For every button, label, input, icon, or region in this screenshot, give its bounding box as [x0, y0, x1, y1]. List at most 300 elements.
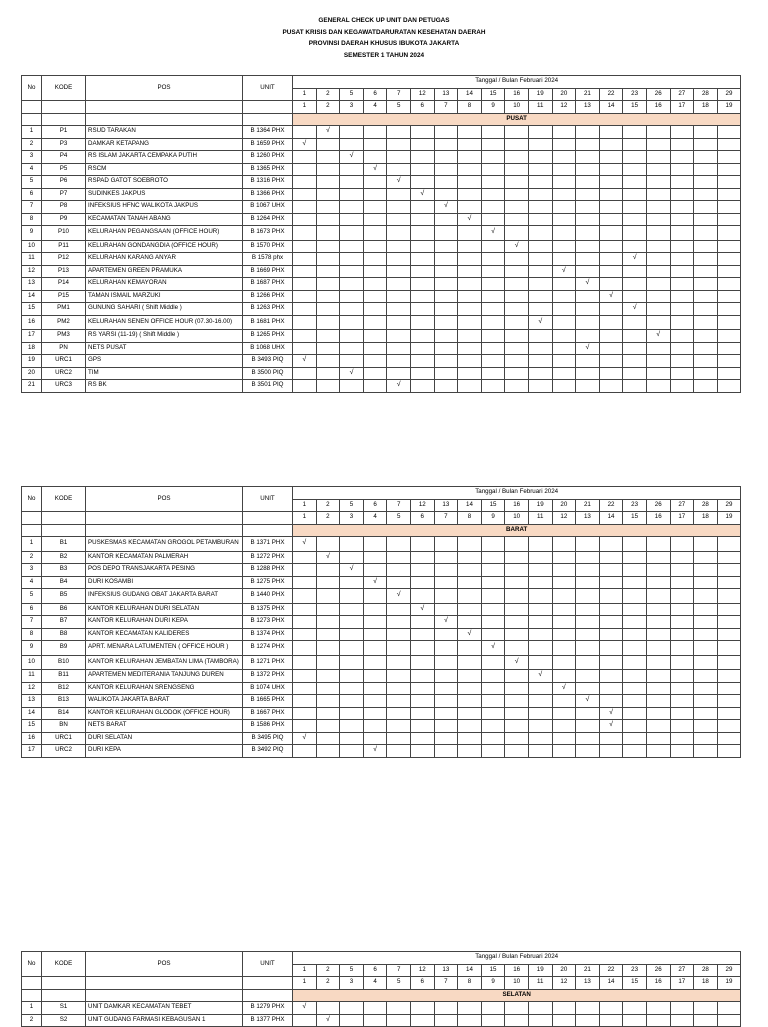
- checkmark-icon: √: [656, 331, 661, 339]
- date-cell: 23: [623, 964, 647, 977]
- date-check-cell: [340, 589, 364, 604]
- date-check-cell: [670, 641, 694, 656]
- date-check-cell: [528, 745, 552, 758]
- date-cell: 14: [458, 88, 482, 101]
- row-pos: DURI SELATAN: [86, 732, 243, 745]
- date-check-cell: [646, 551, 670, 564]
- row-no: 14: [22, 290, 42, 303]
- date-check-cell: [623, 707, 647, 720]
- row-unit: B 3500 PIQ: [243, 367, 293, 380]
- date-check-cell: [316, 290, 340, 303]
- sequence-cell: 4: [363, 977, 387, 990]
- date-check-cell: [694, 278, 718, 291]
- row-kode: P4: [42, 151, 86, 164]
- row-unit: B 1288 PHX: [243, 564, 293, 577]
- date-check-cell: [505, 1014, 529, 1027]
- row-kode: S2: [42, 1014, 86, 1027]
- empty-cell: [86, 101, 243, 114]
- row-pos: KANTOR KECAMATAN KALIDERES: [86, 628, 243, 641]
- date-check-cell: [670, 151, 694, 164]
- date-check-cell: [293, 265, 317, 278]
- date-check-cell: [293, 240, 317, 253]
- date-cell: 29: [717, 88, 741, 101]
- sequence-cell: 17: [670, 101, 694, 114]
- date-check-cell: [576, 655, 600, 670]
- date-check-cell: [599, 213, 623, 226]
- row-kode: B6: [42, 603, 86, 616]
- date-check-cell: [599, 589, 623, 604]
- date-check-cell: [528, 213, 552, 226]
- table-row: [22, 138, 741, 151]
- date-check-cell: [410, 290, 434, 303]
- date-check-cell: [387, 176, 411, 189]
- date-check-cell: [293, 1002, 317, 1015]
- date-check-cell: [340, 303, 364, 316]
- table-row: [22, 151, 741, 164]
- date-check-cell: [363, 303, 387, 316]
- row-pos: KANTOR KELURAHAN JEMBATAN LIMA (TAMBORA): [86, 655, 243, 670]
- table-row: [22, 732, 741, 745]
- date-check-cell: [505, 537, 529, 552]
- row-kode: P1: [42, 126, 86, 139]
- date-check-cell: [481, 745, 505, 758]
- date-check-cell: [528, 201, 552, 214]
- date-check-cell: [552, 589, 576, 604]
- date-check-cell: [552, 330, 576, 343]
- sequence-cell: 15: [623, 101, 647, 114]
- row-pos: GUNUNG SAHARI ( Shift Middle ): [86, 303, 243, 316]
- date-check-cell: [340, 537, 364, 552]
- checkmark-icon: √: [632, 254, 637, 262]
- date-check-cell: [576, 163, 600, 176]
- date-check-cell: [434, 380, 458, 393]
- checkmark-icon: √: [373, 577, 377, 585]
- date-check-cell: [293, 151, 317, 164]
- date-check-cell: [387, 682, 411, 695]
- row-kode: BN: [42, 720, 86, 733]
- empty-cell: [42, 101, 86, 114]
- date-check-cell: [410, 188, 434, 201]
- date-check-cell: [434, 315, 458, 330]
- empty-cell: [22, 113, 42, 126]
- date-check-cell: [694, 226, 718, 241]
- row-kode: P10: [42, 226, 86, 241]
- date-check-cell: [340, 616, 364, 629]
- date-check-cell: [293, 315, 317, 330]
- date-check-cell: [599, 732, 623, 745]
- date-check-cell: [458, 240, 482, 253]
- date-check-cell: [670, 201, 694, 214]
- date-check-cell: [528, 576, 552, 589]
- date-check-cell: [340, 732, 364, 745]
- date-check-cell: [694, 201, 718, 214]
- date-check-cell: [552, 695, 576, 708]
- date-check-cell: [340, 576, 364, 589]
- date-check-cell: [505, 367, 529, 380]
- date-check-cell: [599, 603, 623, 616]
- row-unit: B 3492 PIQ: [243, 745, 293, 758]
- date-check-cell: [552, 603, 576, 616]
- date-check-cell: [340, 682, 364, 695]
- col-header-tanggal: Tanggal / Bulan Februari 2024: [293, 952, 741, 965]
- date-check-cell: [387, 576, 411, 589]
- row-unit: B 1279 PHX: [243, 1002, 293, 1015]
- date-check-cell: [340, 564, 364, 577]
- date-check-cell: [316, 695, 340, 708]
- date-check-cell: [505, 290, 529, 303]
- date-check-cell: [434, 342, 458, 355]
- date-check-cell: [717, 163, 741, 176]
- date-check-cell: [576, 537, 600, 552]
- sequence-cell: 13: [576, 512, 600, 525]
- row-kode: B1: [42, 537, 86, 552]
- date-check-cell: [552, 253, 576, 266]
- row-no: 17: [22, 330, 42, 343]
- date-check-cell: [623, 682, 647, 695]
- date-check-cell: [363, 151, 387, 164]
- row-unit: B 1586 PHX: [243, 720, 293, 733]
- date-check-cell: [670, 126, 694, 139]
- date-check-cell: [528, 303, 552, 316]
- date-check-cell: [410, 342, 434, 355]
- date-check-cell: [387, 303, 411, 316]
- date-check-cell: [599, 253, 623, 266]
- date-cell: 1: [293, 499, 317, 512]
- date-cell: 21: [576, 964, 600, 977]
- date-check-cell: [293, 201, 317, 214]
- row-pos: RSPAD GATOT SOEBROTO: [86, 176, 243, 189]
- date-check-cell: [505, 707, 529, 720]
- row-pos: NETS PUSAT: [86, 342, 243, 355]
- date-cell: 19: [528, 964, 552, 977]
- date-check-cell: [481, 628, 505, 641]
- table-row: [22, 682, 741, 695]
- date-check-cell: [599, 226, 623, 241]
- empty-cell: [243, 113, 293, 126]
- empty-cell: [42, 524, 86, 537]
- date-check-cell: [340, 641, 364, 656]
- date-check-cell: [694, 720, 718, 733]
- row-pos: NETS BARAT: [86, 720, 243, 733]
- table-row: [22, 355, 741, 368]
- sequence-cell: 1: [293, 977, 317, 990]
- row-kode: URC1: [42, 355, 86, 368]
- sequence-cell: 12: [552, 977, 576, 990]
- row-unit: B 1365 PHX: [243, 163, 293, 176]
- date-check-cell: [387, 201, 411, 214]
- date-check-cell: [599, 355, 623, 368]
- sequence-cell: 19: [717, 512, 741, 525]
- date-check-cell: [293, 745, 317, 758]
- date-check-cell: [316, 707, 340, 720]
- row-kode: B7: [42, 616, 86, 629]
- date-check-cell: [694, 290, 718, 303]
- date-check-cell: [363, 138, 387, 151]
- date-check-cell: [717, 732, 741, 745]
- date-check-cell: [363, 576, 387, 589]
- date-check-cell: [646, 628, 670, 641]
- table-row: [22, 176, 741, 189]
- row-pos: APRT. MENARA LATUMENTEN ( OFFICE HOUR ): [86, 641, 243, 656]
- table-row: [22, 315, 741, 330]
- date-check-cell: [646, 745, 670, 758]
- date-check-cell: [528, 126, 552, 139]
- date-check-cell: [623, 265, 647, 278]
- empty-cell: [86, 977, 243, 990]
- date-check-cell: [316, 188, 340, 201]
- date-check-cell: [505, 682, 529, 695]
- date-check-cell: [340, 1014, 364, 1027]
- table-row: [22, 240, 741, 253]
- date-check-cell: [576, 589, 600, 604]
- checkmark-icon: √: [373, 746, 377, 754]
- date-check-cell: [694, 655, 718, 670]
- date-check-cell: [694, 380, 718, 393]
- date-cell: 2: [316, 499, 340, 512]
- sequence-cell: 4: [363, 101, 387, 114]
- date-check-cell: [293, 1014, 317, 1027]
- row-no: 13: [22, 278, 42, 291]
- table-row: [22, 603, 741, 616]
- date-check-cell: [434, 670, 458, 683]
- row-no: 6: [22, 603, 42, 616]
- date-check-cell: [363, 213, 387, 226]
- date-check-cell: [458, 380, 482, 393]
- date-check-cell: [481, 655, 505, 670]
- date-check-cell: [363, 240, 387, 253]
- sequence-cell: 18: [694, 101, 718, 114]
- date-check-cell: [717, 315, 741, 330]
- date-check-cell: [717, 628, 741, 641]
- date-check-cell: [410, 551, 434, 564]
- date-check-cell: [646, 641, 670, 656]
- date-check-cell: [387, 253, 411, 266]
- date-check-cell: [434, 163, 458, 176]
- date-check-cell: [293, 188, 317, 201]
- date-check-cell: [293, 682, 317, 695]
- date-check-cell: [717, 745, 741, 758]
- date-check-cell: [528, 655, 552, 670]
- date-check-cell: [576, 720, 600, 733]
- date-check-cell: [458, 616, 482, 629]
- date-check-cell: [434, 537, 458, 552]
- date-check-cell: [363, 682, 387, 695]
- sequence-cell: 7: [434, 977, 458, 990]
- date-check-cell: [505, 695, 529, 708]
- sequence-cell: 3: [340, 101, 364, 114]
- date-check-cell: [434, 551, 458, 564]
- date-cell: 12: [410, 499, 434, 512]
- table-row: [22, 745, 741, 758]
- date-check-cell: [623, 732, 647, 745]
- date-check-cell: [694, 745, 718, 758]
- sequence-cell: 17: [670, 512, 694, 525]
- date-check-cell: [481, 576, 505, 589]
- date-check-cell: [316, 151, 340, 164]
- date-check-cell: [505, 151, 529, 164]
- sequence-cell: 6: [410, 101, 434, 114]
- date-check-cell: [505, 201, 529, 214]
- sequence-cell: 5: [387, 101, 411, 114]
- date-check-cell: [458, 253, 482, 266]
- date-check-cell: [293, 380, 317, 393]
- date-check-cell: [387, 720, 411, 733]
- row-kode: URC1: [42, 732, 86, 745]
- date-check-cell: [410, 278, 434, 291]
- date-cell: 6: [363, 88, 387, 101]
- date-check-cell: [410, 537, 434, 552]
- row-pos: UNIT GUDANG FARMASI KEBAGUSAN 1: [86, 1014, 243, 1027]
- row-no: 14: [22, 707, 42, 720]
- date-cell: 26: [646, 499, 670, 512]
- table-row: [22, 576, 741, 589]
- date-check-cell: [293, 732, 317, 745]
- date-check-cell: [646, 253, 670, 266]
- date-check-cell: [481, 603, 505, 616]
- date-check-cell: [717, 278, 741, 291]
- sequence-cell: 15: [623, 977, 647, 990]
- date-check-cell: [717, 707, 741, 720]
- date-check-cell: [528, 290, 552, 303]
- date-check-cell: [694, 151, 718, 164]
- date-check-cell: [458, 707, 482, 720]
- date-check-cell: [434, 330, 458, 343]
- date-check-cell: [387, 265, 411, 278]
- date-check-cell: [576, 551, 600, 564]
- date-check-cell: [576, 367, 600, 380]
- table-row: [22, 278, 741, 291]
- date-check-cell: [576, 745, 600, 758]
- checkmark-icon: √: [538, 671, 543, 679]
- date-check-cell: [505, 265, 529, 278]
- date-check-cell: [670, 564, 694, 577]
- date-check-cell: [316, 641, 340, 656]
- row-kode: P5: [42, 163, 86, 176]
- date-cell: 20: [552, 88, 576, 101]
- date-check-cell: [458, 589, 482, 604]
- date-check-cell: [717, 1014, 741, 1027]
- date-check-cell: [387, 330, 411, 343]
- date-check-cell: [293, 670, 317, 683]
- col-header-kode: KODE: [42, 952, 86, 977]
- date-check-cell: [505, 628, 529, 641]
- col-header-tanggal: Tanggal / Bulan Februari 2024: [293, 487, 741, 500]
- date-check-cell: [528, 163, 552, 176]
- date-check-cell: [646, 330, 670, 343]
- date-check-cell: [410, 138, 434, 151]
- date-cell: 29: [717, 964, 741, 977]
- date-cell: 5: [340, 499, 364, 512]
- row-no: 18: [22, 342, 42, 355]
- date-check-cell: [694, 603, 718, 616]
- sequence-cell: 8: [458, 101, 482, 114]
- date-check-cell: [293, 163, 317, 176]
- date-check-cell: [363, 589, 387, 604]
- checkmark-icon: √: [609, 291, 613, 299]
- table-row: [22, 589, 741, 604]
- date-check-cell: [552, 201, 576, 214]
- date-check-cell: [552, 1014, 576, 1027]
- row-no: 3: [22, 564, 42, 577]
- date-check-cell: [717, 265, 741, 278]
- date-check-cell: [552, 265, 576, 278]
- date-check-cell: [293, 278, 317, 291]
- date-check-cell: [623, 655, 647, 670]
- table-row: [22, 616, 741, 629]
- date-check-cell: [458, 695, 482, 708]
- date-check-cell: [316, 537, 340, 552]
- date-check-cell: [434, 265, 458, 278]
- date-check-cell: [717, 330, 741, 343]
- date-check-cell: [694, 188, 718, 201]
- date-check-cell: [410, 226, 434, 241]
- date-check-cell: [576, 176, 600, 189]
- empty-cell: [42, 989, 86, 1002]
- date-check-cell: [528, 707, 552, 720]
- table-row: [22, 226, 741, 241]
- date-check-cell: [670, 745, 694, 758]
- date-check-cell: [458, 201, 482, 214]
- row-unit: B 1266 PHX: [243, 290, 293, 303]
- row-unit: B 1263 PHX: [243, 303, 293, 316]
- date-check-cell: [293, 355, 317, 368]
- date-check-cell: [316, 1002, 340, 1015]
- row-pos: KANTOR KELURAHAN SRENGSENG: [86, 682, 243, 695]
- date-cell: 20: [552, 499, 576, 512]
- checkmark-icon: √: [302, 139, 307, 147]
- date-check-cell: [528, 315, 552, 330]
- date-check-cell: [387, 628, 411, 641]
- checkmark-icon: √: [443, 202, 448, 210]
- table-row: [22, 253, 741, 266]
- date-check-cell: [316, 367, 340, 380]
- row-pos: TAMAN ISMAIL MARZUKI: [86, 290, 243, 303]
- date-cell: 5: [340, 964, 364, 977]
- date-check-cell: [623, 564, 647, 577]
- date-check-cell: [717, 589, 741, 604]
- date-check-cell: [410, 641, 434, 656]
- date-cell: 6: [363, 499, 387, 512]
- date-check-cell: [670, 670, 694, 683]
- row-pos: KELURAHAN PEGANGSAAN (OFFICE HOUR): [86, 226, 243, 241]
- date-check-cell: [623, 315, 647, 330]
- col-header-unit: UNIT: [243, 76, 293, 101]
- date-check-cell: [599, 201, 623, 214]
- date-check-cell: [646, 732, 670, 745]
- date-cell: 20: [552, 964, 576, 977]
- date-check-cell: [528, 682, 552, 695]
- date-check-cell: [316, 670, 340, 683]
- date-check-cell: [505, 745, 529, 758]
- row-kode: S1: [42, 1002, 86, 1015]
- checkmark-icon: √: [561, 266, 566, 274]
- date-check-cell: [481, 151, 505, 164]
- section-row: [22, 524, 741, 537]
- date-check-cell: [505, 655, 529, 670]
- date-check-cell: [410, 603, 434, 616]
- date-check-cell: [434, 732, 458, 745]
- col-header-no: No: [22, 76, 42, 101]
- date-check-cell: [481, 253, 505, 266]
- date-check-cell: [363, 1002, 387, 1015]
- date-check-cell: [387, 278, 411, 291]
- date-check-cell: [458, 720, 482, 733]
- date-check-cell: [481, 616, 505, 629]
- row-no: 15: [22, 303, 42, 316]
- date-check-cell: [717, 213, 741, 226]
- date-check-cell: [694, 367, 718, 380]
- sequence-row: [22, 512, 741, 525]
